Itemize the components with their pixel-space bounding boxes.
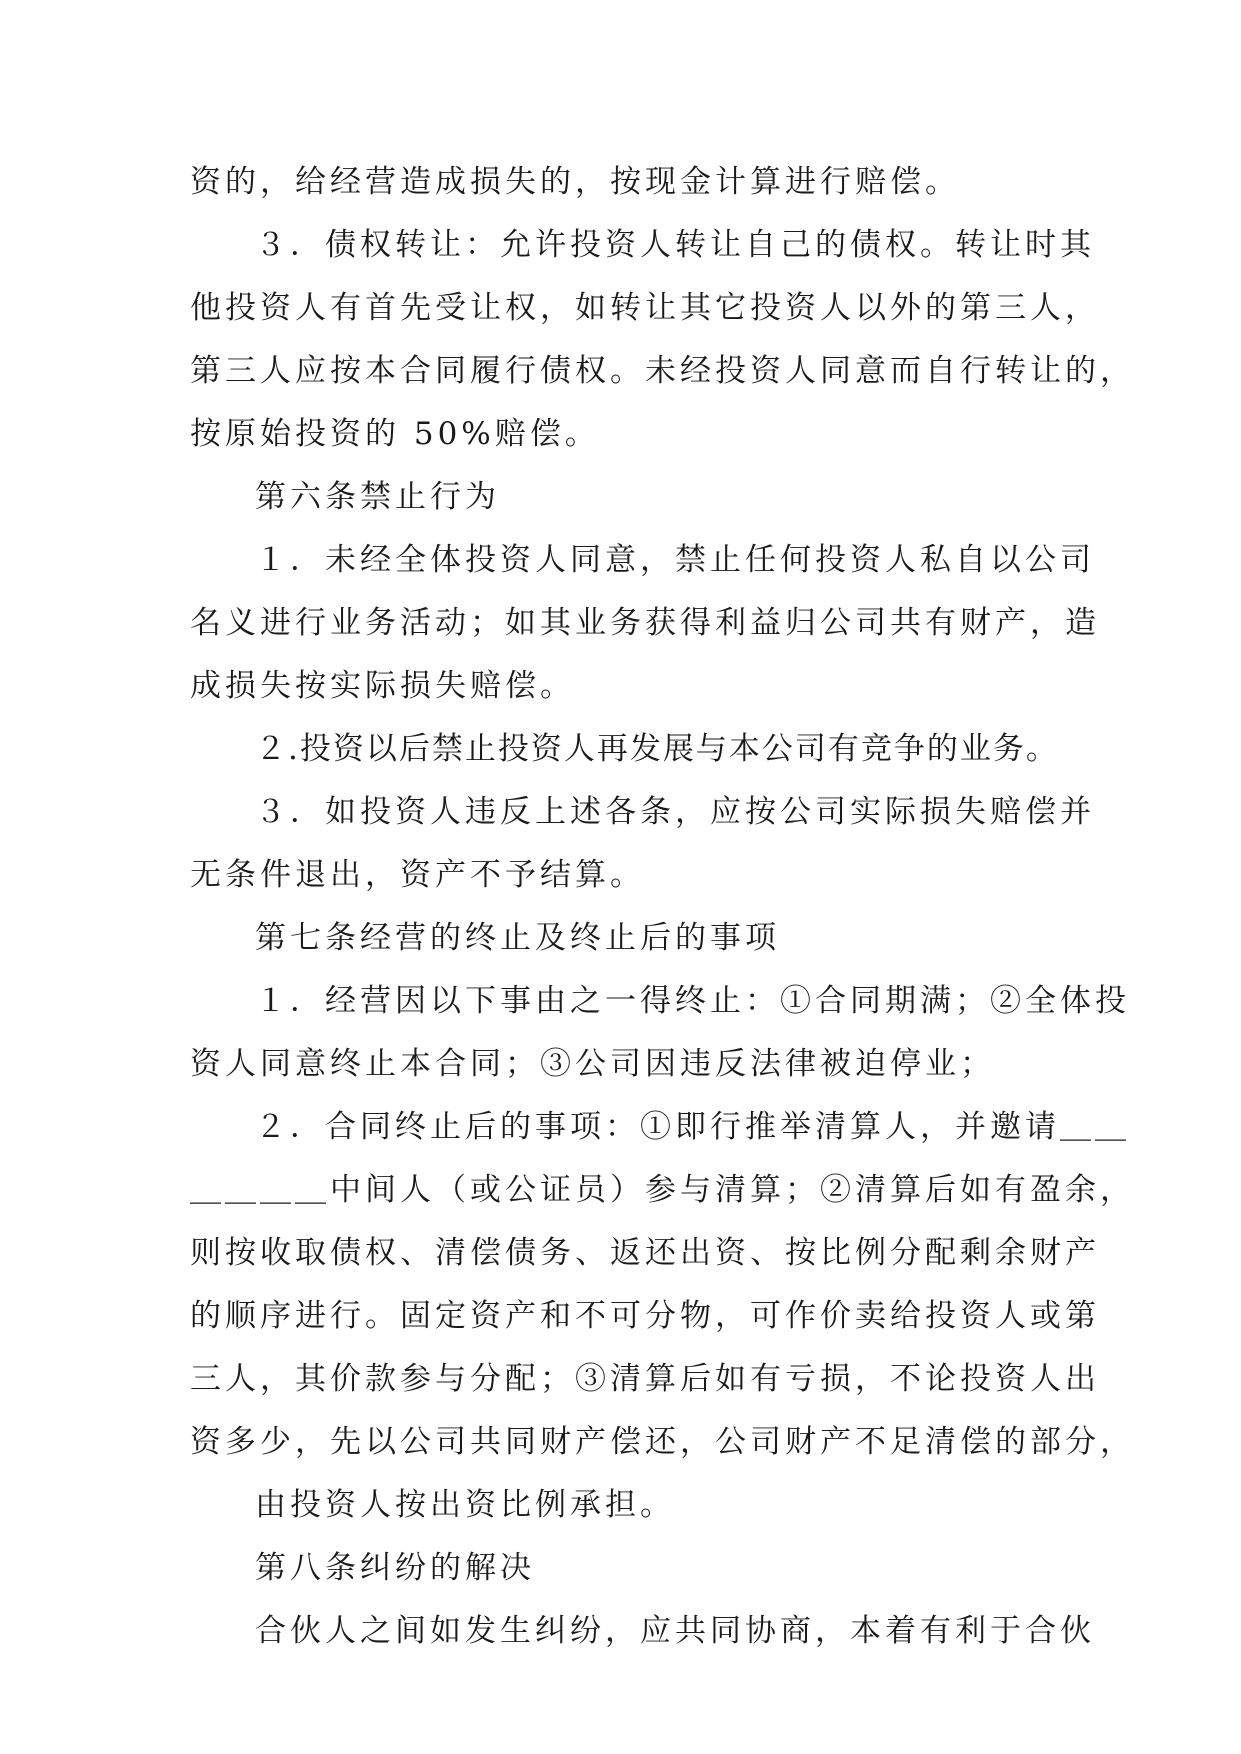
text-line: 按原始投资的 50%赔偿。 xyxy=(190,416,600,452)
text-line: 三人，其价款参与分配；③清算后如有亏损，不论投资人出 xyxy=(190,1361,1100,1397)
section-heading: 第七条经营的终止及终止后的事项 xyxy=(255,920,780,956)
text-line: ３．债权转让：允许投资人转让自己的债权。转让时其 xyxy=(255,227,1095,263)
text-line: ＿＿＿＿中间人（或公证员）参与清算；②清算后如有盈余， xyxy=(190,1172,1135,1208)
text-line: ３．如投资人违反上述各条，应按公司实际损失赔偿并 xyxy=(255,794,1095,830)
text-line: 合伙人之间如发生纠纷，应共同协商，本着有利于合伙 xyxy=(255,1613,1095,1649)
text-line: 资多少，先以公司共同财产偿还，公司财产不足清偿的部分， xyxy=(190,1424,1135,1460)
section-heading: 第八条纠纷的解决 xyxy=(255,1550,535,1586)
text-line: 他投资人有首先受让权，如转让其它投资人以外的第三人， xyxy=(190,290,1100,326)
text-line: 则按收取债权、清偿债务、返还出资、按比例分配剩余财产 xyxy=(190,1235,1100,1271)
text-line: 名义进行业务活动；如其业务获得利益归公司共有财产，造 xyxy=(190,605,1100,641)
text-line: 第三人应按本合同履行债权。未经投资人同意而自行转让的， xyxy=(190,353,1135,389)
text-line: ２.投资以后禁止投资人再发展与本公司有竞争的业务。 xyxy=(255,731,1059,767)
text-line: 资的，给经营造成损失的，按现金计算进行赔偿。 xyxy=(190,164,960,200)
text-line: 由投资人按出资比例承担。 xyxy=(255,1487,675,1523)
text-line: 资人同意终止本合同；③公司因违反法律被迫停业； xyxy=(190,1046,995,1082)
text-line: 成损失按实际损失赔偿。 xyxy=(190,668,575,704)
text-line: ２．合同终止后的事项：①即行推举清算人，并邀请＿＿ xyxy=(255,1109,1130,1145)
text-line: 的顺序进行。固定资产和不可分物，可作价卖给投资人或第 xyxy=(190,1298,1100,1334)
section-heading: 第六条禁止行为 xyxy=(255,479,500,515)
text-line: 无条件退出，资产不予结算。 xyxy=(190,857,645,893)
text-line: １．未经全体投资人同意，禁止任何投资人私自以公司 xyxy=(255,542,1095,578)
text-line: １．经营因以下事由之一得终止：①合同期满；②全体投 xyxy=(255,983,1130,1019)
